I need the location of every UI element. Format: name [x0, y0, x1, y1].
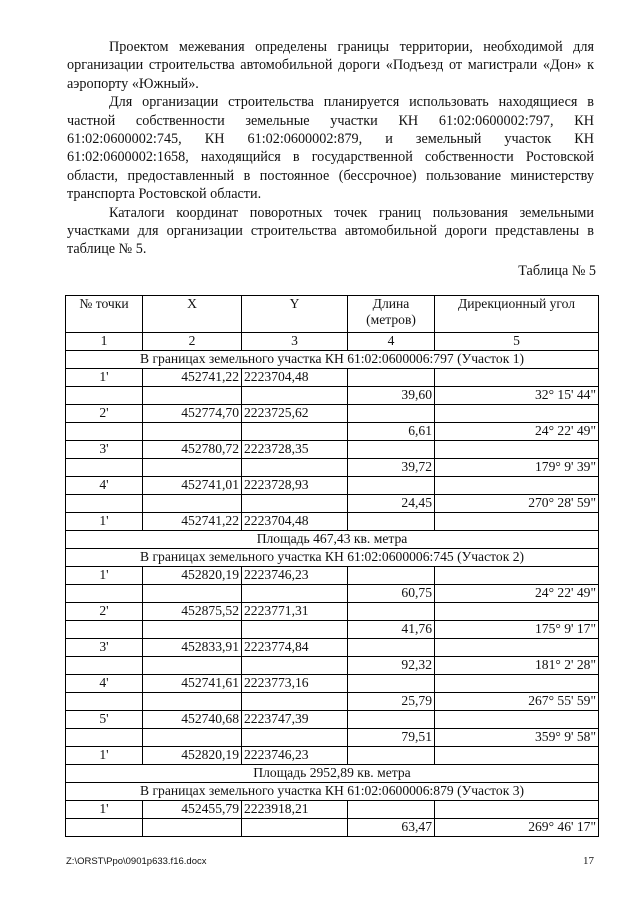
point-row — [66, 477, 599, 495]
point-row — [66, 603, 599, 621]
point-y: 2223728,35 — [242, 441, 348, 459]
table-header-row — [66, 296, 599, 333]
segment-row — [66, 693, 599, 711]
empty-cell — [66, 693, 143, 711]
point-x: 452741,22 — [143, 513, 242, 531]
column-number: 4 — [348, 333, 435, 351]
section-title-row — [66, 549, 599, 567]
empty-cell — [143, 693, 242, 711]
column-number: 1 — [66, 333, 143, 351]
empty-cell — [348, 711, 435, 729]
segment-angle: 269° 46' 17" — [435, 819, 599, 837]
column-number: 2 — [143, 333, 242, 351]
area-value: Площадь 467,43 кв. метра — [66, 531, 599, 549]
segment-length: 6,61 — [348, 423, 435, 441]
empty-cell — [435, 369, 599, 387]
empty-cell — [435, 513, 599, 531]
segment-length: 25,79 — [348, 693, 435, 711]
point-y: 2223746,23 — [242, 747, 348, 765]
empty-cell — [242, 459, 348, 477]
section-title: В границах земельного участка КН 61:02:0600006:797 (Участок 1) — [66, 351, 599, 369]
point-number: 2' — [66, 603, 143, 621]
segment-row — [66, 585, 599, 603]
point-y: 2223774,84 — [242, 639, 348, 657]
point-x: 452774,70 — [143, 405, 242, 423]
point-number: 1' — [66, 369, 143, 387]
paragraph: Каталоги координат поворотных точек границ пользования земельными участками для организации строительства автомобильной дороги представлены в таблице № 5. — [67, 204, 594, 258]
point-y: 2223725,62 — [242, 405, 348, 423]
empty-cell — [435, 801, 599, 819]
segment-length: 60,75 — [348, 585, 435, 603]
paragraph: Для организации строительства планируется использовать находящиеся в частной собственности земельные участки КН 61:02:0600002:797, КН 61:02:0600002:745, КН 61:02:0600002:879, и земельный участок КН 61:02:0600002:1658, находящийся в государственной собственности Ростовской области, предоставленный в постоянное (бессрочное) пользование министерству транспорта Ростовской области. — [67, 94, 594, 203]
empty-cell — [435, 675, 599, 693]
segment-length: 41,76 — [348, 621, 435, 639]
empty-cell — [348, 747, 435, 765]
segment-angle: 267° 55' 59" — [435, 693, 599, 711]
empty-cell — [242, 495, 348, 513]
segment-length: 24,45 — [348, 495, 435, 513]
empty-cell — [242, 423, 348, 441]
segment-angle: 359° 9' 58" — [435, 729, 599, 747]
empty-cell — [435, 747, 599, 765]
point-x: 452833,91 — [143, 639, 242, 657]
point-number: 3' — [66, 639, 143, 657]
point-x: 452820,19 — [143, 567, 242, 585]
section-title: В границах земельного участка КН 61:02:0600006:745 (Участок 2) — [66, 549, 599, 567]
empty-cell — [348, 441, 435, 459]
empty-cell — [435, 711, 599, 729]
point-row — [66, 513, 599, 531]
footer-page-number: 17 — [583, 855, 594, 867]
empty-cell — [348, 639, 435, 657]
point-number: 2' — [66, 405, 143, 423]
point-x: 452741,01 — [143, 477, 242, 495]
segment-length: 39,72 — [348, 459, 435, 477]
point-y: 2223773,16 — [242, 675, 348, 693]
point-number: 1' — [66, 567, 143, 585]
area-row — [66, 531, 599, 549]
point-x: 452741,61 — [143, 675, 242, 693]
empty-cell — [242, 693, 348, 711]
header-point: № точки — [66, 296, 143, 333]
segment-angle: 179° 9' 39" — [435, 459, 599, 477]
section-title-row — [66, 783, 599, 801]
empty-cell — [66, 657, 143, 675]
segment-row — [66, 657, 599, 675]
point-row — [66, 801, 599, 819]
segment-length: 39,60 — [348, 387, 435, 405]
point-y: 2223728,93 — [242, 477, 348, 495]
empty-cell — [435, 567, 599, 585]
empty-cell — [242, 585, 348, 603]
empty-cell — [143, 387, 242, 405]
empty-cell — [143, 585, 242, 603]
empty-cell — [66, 495, 143, 513]
empty-cell — [143, 495, 242, 513]
point-x: 452455,79 — [143, 801, 242, 819]
segment-row — [66, 387, 599, 405]
header-x: X — [143, 296, 242, 333]
empty-cell — [435, 603, 599, 621]
section-title: В границах земельного участка КН 61:02:0600006:879 (Участок 3) — [66, 783, 599, 801]
empty-cell — [143, 729, 242, 747]
point-number: 4' — [66, 675, 143, 693]
segment-row — [66, 495, 599, 513]
segment-angle: 24° 22' 49" — [435, 423, 599, 441]
point-row — [66, 567, 599, 585]
segment-length: 92,32 — [348, 657, 435, 675]
table-body — [66, 351, 599, 837]
empty-cell — [242, 819, 348, 837]
empty-cell — [242, 729, 348, 747]
empty-cell — [348, 405, 435, 423]
empty-cell — [66, 423, 143, 441]
point-x: 452820,19 — [143, 747, 242, 765]
empty-cell — [242, 657, 348, 675]
segment-angle: 175° 9' 17" — [435, 621, 599, 639]
empty-cell — [348, 603, 435, 621]
point-row — [66, 711, 599, 729]
point-x: 452741,22 — [143, 369, 242, 387]
column-number: 5 — [435, 333, 599, 351]
header-y: Y — [242, 296, 348, 333]
empty-cell — [348, 675, 435, 693]
header-length: Длина (метров) — [348, 296, 435, 333]
empty-cell — [143, 459, 242, 477]
area-row — [66, 765, 599, 783]
paragraph: Проектом межевания определены границы территории, необходимой для организации строительства автомобильной дороги «Подъезд от магистрали «Дон» к аэропорту «Южный». — [67, 39, 594, 92]
empty-cell — [435, 477, 599, 495]
segment-row — [66, 459, 599, 477]
empty-cell — [66, 387, 143, 405]
empty-cell — [348, 477, 435, 495]
segment-row — [66, 423, 599, 441]
point-number: 1' — [66, 747, 143, 765]
coordinates-table — [65, 295, 599, 837]
segment-row — [66, 621, 599, 639]
column-number: 3 — [242, 333, 348, 351]
point-row — [66, 639, 599, 657]
point-number: 1' — [66, 801, 143, 819]
footer-file-path: Z:\ORST\Ppo\0901p633.f16.docx — [66, 856, 207, 867]
segment-row — [66, 729, 599, 747]
empty-cell — [143, 621, 242, 639]
empty-cell — [66, 459, 143, 477]
section-title-row — [66, 351, 599, 369]
column-numbers-row — [66, 333, 599, 351]
empty-cell — [143, 657, 242, 675]
point-row — [66, 675, 599, 693]
point-y: 2223918,21 — [242, 801, 348, 819]
point-y: 2223704,48 — [242, 513, 348, 531]
point-y: 2223771,31 — [242, 603, 348, 621]
empty-cell — [348, 801, 435, 819]
area-value: Площадь 2952,89 кв. метра — [66, 765, 599, 783]
point-x: 452740,68 — [143, 711, 242, 729]
point-number: 4' — [66, 477, 143, 495]
point-row — [66, 405, 599, 423]
empty-cell — [348, 567, 435, 585]
empty-cell — [143, 423, 242, 441]
point-row — [66, 441, 599, 459]
point-x: 452875,52 — [143, 603, 242, 621]
empty-cell — [242, 621, 348, 639]
segment-angle: 32° 15' 44" — [435, 387, 599, 405]
segment-length: 79,51 — [348, 729, 435, 747]
point-y: 2223746,23 — [242, 567, 348, 585]
segment-angle: 181° 2' 28" — [435, 657, 599, 675]
point-y: 2223704,48 — [242, 369, 348, 387]
point-y: 2223747,39 — [242, 711, 348, 729]
empty-cell — [435, 405, 599, 423]
empty-cell — [66, 819, 143, 837]
point-number: 3' — [66, 441, 143, 459]
point-x: 452780,72 — [143, 441, 242, 459]
segment-length: 63,47 — [348, 819, 435, 837]
empty-cell — [66, 729, 143, 747]
empty-cell — [435, 639, 599, 657]
empty-cell — [348, 513, 435, 531]
header-angle: Дирекционный угол — [435, 296, 599, 333]
empty-cell — [66, 621, 143, 639]
table-caption: Таблица № 5 — [518, 263, 596, 279]
point-row — [66, 369, 599, 387]
body-text — [67, 38, 594, 259]
segment-angle: 24° 22' 49" — [435, 585, 599, 603]
point-number: 5' — [66, 711, 143, 729]
point-row — [66, 747, 599, 765]
empty-cell — [435, 441, 599, 459]
empty-cell — [66, 585, 143, 603]
empty-cell — [348, 369, 435, 387]
empty-cell — [143, 819, 242, 837]
segment-angle: 270° 28' 59" — [435, 495, 599, 513]
segment-row — [66, 819, 599, 837]
point-number: 1' — [66, 513, 143, 531]
empty-cell — [242, 387, 348, 405]
